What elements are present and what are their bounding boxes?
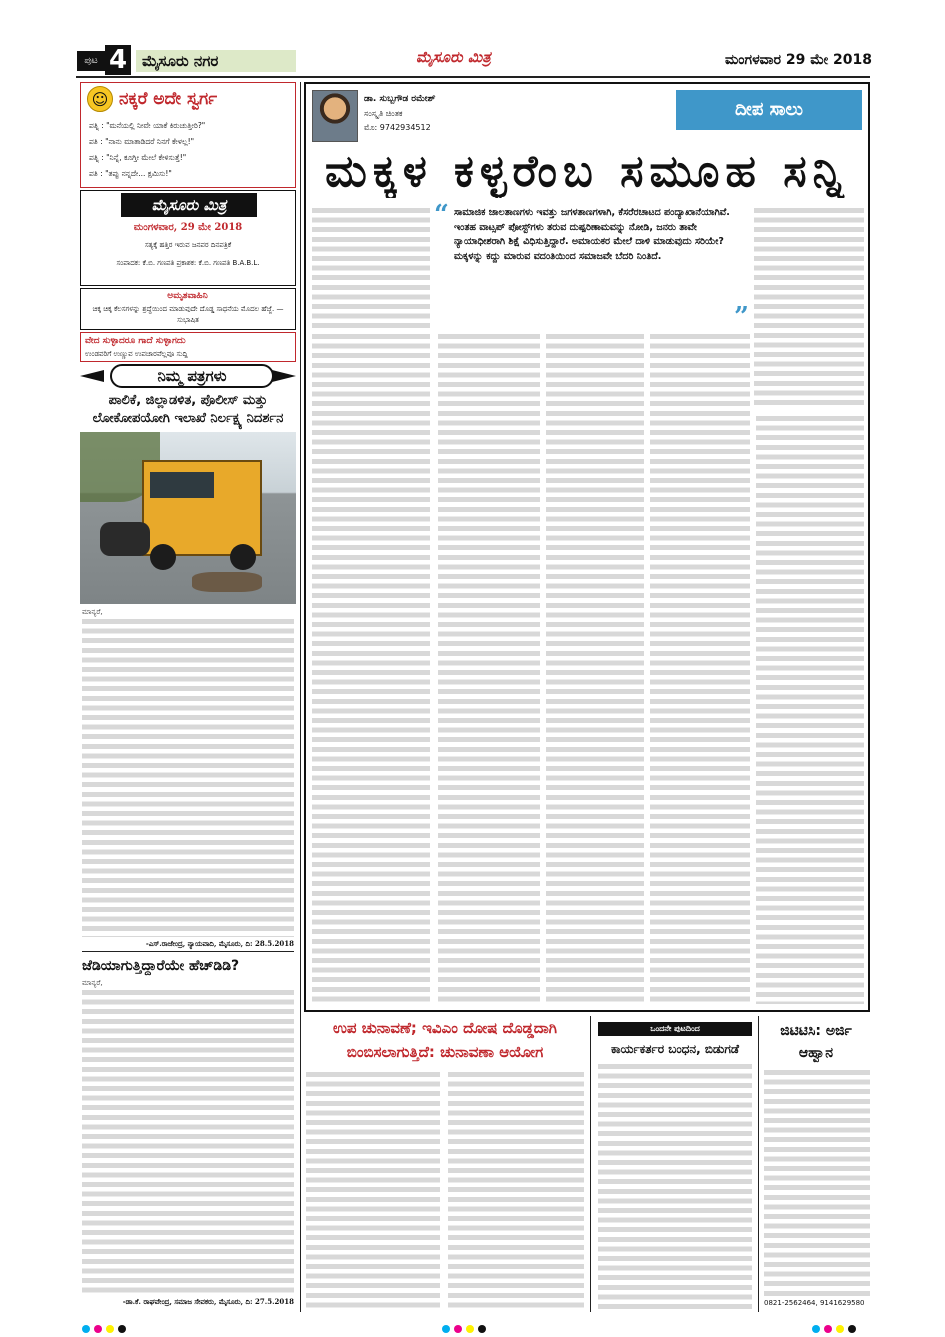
page-tag: ಪುಟ bbox=[77, 51, 105, 71]
letters-headline: ಪಾಲಿಕೆ, ಜಿಲ್ಲಾಡಳಿತ, ಪೊಲೀಸ್ ಮತ್ತು ಲೋಕೋಪಯೋಗಿ ಇಲಾಖೆ ನಿರ್ಲಕ್ಷ್ಯ ನಿದರ್ಶನ bbox=[92, 393, 284, 426]
page-number: 4 bbox=[105, 45, 131, 75]
joke-line: ಪತಿ : "ತಪ್ಪು ನನ್ನದೇ... ಕ್ಷಮಿಸು!" bbox=[89, 169, 172, 178]
proverb-text: ಉಂಡವರಿಗೆ ಉಣ್ಣುವ ಉಪಚಾರವೆಲ್ಲವೂ ಸುದ್ದಿ bbox=[85, 350, 188, 358]
letter2-headline: ಜೆಡಿಯಾಗುತ್ತಿದ್ದಾರೆಯೇ ಹೆಚ್‌ಡಿಡಿ? bbox=[82, 958, 240, 974]
joke-line: ಪತ್ನಿ : "ಮನೆಯಲ್ಲಿ ನೀವೇ ಯಾಕೆ ಕಿರುಚುತ್ತೀರಿ?" bbox=[89, 121, 206, 130]
letter2-body bbox=[82, 988, 294, 1294]
imprint-credits: ಸಂಪಾದಕ: ಕೆ.ಬಿ. ಗಣಪತಿ ಪ್ರಕಾಶಕ: ಕೆ.ಬಿ. ಗಣಪತಿ B.A.B.L. bbox=[116, 259, 260, 267]
thought-box-title: ಅಮೃತವಾಹಿನಿ bbox=[167, 291, 208, 301]
truck-wheel bbox=[230, 544, 256, 570]
by-election-headline: ಉಪ ಚುನಾವಣೆ; ಇವಿಎಂ ದೋಷ ದೊಡ್ಡದಾಗಿ ಬಿಂಬಿಸಲಾಗುತ್ತಿದೆ: ಚುನಾವಣಾ ಆಯೋಗ bbox=[333, 1019, 557, 1061]
column-text bbox=[754, 206, 864, 406]
truck-wheel bbox=[150, 544, 176, 570]
joke-line: ಪತ್ನಿ : "ನಿನ್ನೆ, ಕೂಗ್ತೀ ಮೇಲೆ ಕೇಳಿಸುತ್ತೆ!" bbox=[89, 153, 187, 162]
letter-signature: -ಎಸ್.ರಾಜೇಂದ್ರ, ನ್ಯಾಯವಾದಿ, ಮೈಸೂರು, ದಿ: 28.5.2018 bbox=[145, 939, 294, 948]
letter2-signature: -ಡಾ.ಕೆ. ರಾಘವೇಂದ್ರ, ಸಮಾಜ ಸೇವಕರು, ಮೈಸೂರು, ದಿ: 27.5.2018 bbox=[122, 1297, 294, 1306]
column-text bbox=[756, 414, 864, 1004]
by-election-text bbox=[306, 1070, 440, 1310]
vertical-rule bbox=[300, 82, 301, 1312]
author-role: ಸಂಸ್ಕೃತಿ ಚಿಂತಕ bbox=[364, 109, 403, 118]
thought-box bbox=[80, 288, 296, 330]
letters-banner bbox=[80, 364, 296, 388]
registration-dot bbox=[812, 1325, 820, 1333]
registration-marks bbox=[810, 1318, 870, 1330]
page-header bbox=[72, 44, 872, 76]
author-photo bbox=[312, 90, 358, 142]
applications-phone: 0821-2562464, 9141629580 bbox=[764, 1299, 865, 1307]
author-name: ಡಾ. ಸುಬ್ಬಗೌಡ ರಮೇಶ್ bbox=[364, 94, 436, 104]
joke-line: ಪತಿ : "ನಾನು ಮಾತಾಡಿದರೆ ನಿನಗೆ ಕೇಳಲ್ಲ!" bbox=[89, 137, 195, 146]
banner-corner-icon bbox=[80, 370, 104, 382]
column-text bbox=[650, 332, 750, 1004]
registration-dot bbox=[454, 1325, 462, 1333]
vertical-rule bbox=[590, 1016, 591, 1312]
banner-corner-icon bbox=[272, 370, 296, 382]
letter-salutation: ಮಾನ್ಯರೆ, bbox=[82, 607, 103, 616]
proverb-title: ವೇದ ಸುಳ್ಳಾದರೂ ಗಾದೆ ಸುಳ್ಳಾಗದು bbox=[85, 336, 186, 346]
header-date: ಮಂಗಳವಾರ 29 ಮೇ 2018 bbox=[724, 52, 872, 68]
column-headline: ಮಕ್ಕಳ ಕಳ್ಳರೆಂಬ ಸಮೂಹ ಸನ್ನಿ bbox=[325, 146, 849, 197]
truck-windshield bbox=[150, 472, 214, 498]
registration-dot bbox=[848, 1325, 856, 1333]
author-phone: ಮೊ: 9742934512 bbox=[364, 123, 431, 132]
continued-label: ಒಂದನೇ ಪುಟದಿಂದ bbox=[598, 1022, 752, 1036]
laughing-face-icon: ☺ bbox=[87, 86, 113, 112]
proverb-box bbox=[80, 332, 296, 362]
imprint-box bbox=[80, 190, 296, 286]
debris-shape bbox=[192, 572, 262, 592]
header-masthead: ಮೈಸೂರು ಮಿತ್ರ bbox=[416, 48, 491, 66]
continued-headline: ಕಾರ್ಯಕರ್ತರ ಬಂಧನ, ಬಿಡುಗಡೆ bbox=[611, 1042, 739, 1056]
column-article bbox=[304, 82, 870, 1012]
column-divider bbox=[82, 951, 294, 952]
registration-marks bbox=[80, 1318, 140, 1330]
column-text bbox=[438, 332, 540, 1004]
letter2-salutation: ಮಾನ್ಯರೆ, bbox=[82, 978, 103, 987]
registration-dot bbox=[94, 1325, 102, 1333]
scooter-shape bbox=[100, 522, 150, 556]
column-tag: ದೀಪ ಸಾಲು bbox=[676, 90, 862, 130]
applications-headline: ಜಿಟಿಟಿಸಿ: ಅರ್ಜಿ ಆಹ್ವಾನ bbox=[780, 1023, 852, 1061]
registration-dot bbox=[106, 1325, 114, 1333]
registration-dot bbox=[118, 1325, 126, 1333]
quote-mark-icon: ” bbox=[734, 302, 749, 332]
by-election-text bbox=[448, 1070, 584, 1310]
letter-body bbox=[82, 617, 294, 937]
column-text bbox=[312, 332, 430, 1004]
registration-dot bbox=[466, 1325, 474, 1333]
registration-dot bbox=[824, 1325, 832, 1333]
section-title: ಮೈಸೂರು ನಗರ bbox=[136, 50, 296, 72]
joke-box-title: ನಕ್ಕರೆ ಅದೇ ಸ್ವರ್ಗ bbox=[119, 89, 218, 109]
imprint-line: ಸತ್ಯಕ್ಕೆ ಹತ್ತಿರ ಇರುವ ಜನಪರ ದಿನಪತ್ರಿಕೆ bbox=[144, 241, 232, 249]
registration-marks bbox=[440, 1318, 500, 1330]
vertical-rule bbox=[758, 1016, 759, 1312]
registration-dot bbox=[82, 1325, 90, 1333]
continued-text bbox=[598, 1062, 752, 1310]
registration-dot bbox=[836, 1325, 844, 1333]
joke-box bbox=[80, 82, 296, 188]
column-text bbox=[546, 332, 644, 1004]
quote-mark-icon: “ bbox=[434, 200, 449, 230]
registration-dot bbox=[478, 1325, 486, 1333]
header-divider bbox=[76, 76, 870, 78]
letters-banner-title: ನಿಮ್ಮ ಪತ್ರಗಳು bbox=[110, 364, 274, 388]
registration-dot bbox=[442, 1325, 450, 1333]
imprint-date: ಮಂಗಳವಾರ, 29 ಮೇ 2018 bbox=[133, 222, 243, 233]
thought-box-text: ಚಿಕ್ಕ ಚಿಕ್ಕ ಕೆಲಸಗಳನ್ನು ಶ್ರದ್ಧೆಯಿಂದ ಮಾಡುವುದೇ ದೊಡ್ಡ ಸಾಧನೆಯ ಮೊದಲ ಹೆಜ್ಜೆ. — ಸುಭಾಷಿತ bbox=[92, 305, 284, 324]
letter-photo bbox=[80, 432, 296, 604]
column-pullquote: ಸಾಮಾಜಿಕ ಜಾಲತಾಣಗಳು ಇವತ್ತು ಜಗಳತಾಣಗಳಾಗಿ, ಕೆಸರೆರಚಾಟದ ಪಂದ್ಯಾಖಾನೆಯಾಗಿವೆ. ಇಂತಹ ವಾಟ್ಸಪ್ ಪೋಸ್ಟ್‌ಗಳು ತರುವ ದುಷ್ಪರಿಣಾಮವನ್ನು ನೋಡಿ, ಜನರು ತಾವೇ ನ್ಯಾಯಾಧೀಶರಾಗಿ ಶಿಕ್ಷೆ ವಿಧಿಸುತ್ತಿದ್ದಾರೆ. ಅಮಾಯಕರ ಮೇಲೆ ದಾಳಿ ಮಾಡುವುದು ಸರಿಯೇ? ಮಕ್ಕಳನ್ನು ಕದ್ದು ಮಾರುವ ವದಂತಿಯಿಂದ ಸಮಾಜವೇ ಬೆದರಿ ನಿಂತಿದೆ. bbox=[454, 207, 730, 262]
applications-text bbox=[764, 1068, 870, 1296]
imprint-masthead: ಮೈಸೂರು ಮಿತ್ರ bbox=[121, 193, 257, 217]
